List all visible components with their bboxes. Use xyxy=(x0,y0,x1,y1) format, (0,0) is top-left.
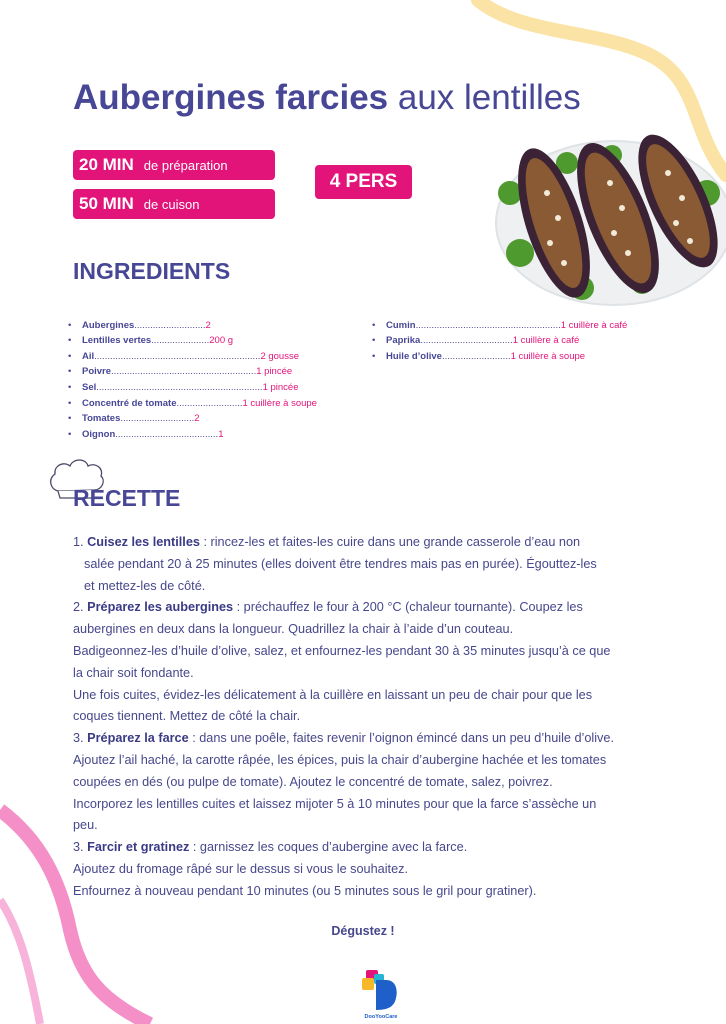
logo-text: DooYooCare xyxy=(364,1014,398,1020)
step-text: la chair soit fondante. xyxy=(73,665,194,680)
prep-time-label: de préparation xyxy=(143,157,228,173)
step-text: peu. xyxy=(73,818,98,833)
ingredient-name: • Tomates xyxy=(82,413,121,425)
ingredient-leader: ................................... xyxy=(420,335,513,347)
step-text: : dans une poêle, faites revenir l’oignon émincé dans un peu d’huile d’olive. xyxy=(188,731,614,746)
closing-text: Dégustez ! xyxy=(331,924,395,938)
step-number: 3. xyxy=(73,731,88,746)
list-item xyxy=(68,362,358,378)
ingredients-list-right xyxy=(372,315,662,362)
ingredient-name: • Sel xyxy=(82,381,97,393)
ingredient-name: • Poivre xyxy=(82,366,112,378)
ingredient-leader: ....................................................... xyxy=(111,366,257,378)
ingredient-name: • Paprika xyxy=(386,335,421,347)
ingredient-leader: ...................... xyxy=(151,335,210,347)
step-title: Préparez la farce xyxy=(87,731,189,746)
ingredients-list-left xyxy=(68,315,358,440)
page-title xyxy=(73,78,581,118)
step-number: 1. xyxy=(73,535,88,549)
ingredient-quantity: 1 pincée xyxy=(262,381,299,393)
step-text: et mettez-les de côté. xyxy=(84,578,206,593)
list-item xyxy=(68,424,358,440)
ingredient-quantity: 2 xyxy=(194,413,200,425)
step-text: Ajoutez du fromage râpé sur le dessus si vous le souhaitez. xyxy=(73,861,408,876)
recipe-steps xyxy=(73,532,683,903)
step-title: Farcir et gratinez xyxy=(87,840,190,855)
cook-time-badge xyxy=(73,189,275,219)
ingredient-name: • Oignon xyxy=(82,428,116,440)
ingredient-quantity: 2 xyxy=(205,319,211,331)
ingredient-name: • Cumin xyxy=(386,319,416,331)
ingredient-leader: ....................................... xyxy=(115,428,219,440)
ingredient-quantity: 1 pincée xyxy=(256,366,293,378)
step-title: Cuisez les lentilles xyxy=(87,535,200,549)
servings-badge xyxy=(315,165,412,199)
ingredient-name: • Huile d’olive xyxy=(386,350,442,362)
step-text: Ajoutez l’ail haché, la carotte râpée, les épices, puis la chair d’aubergine hachée et les tomates xyxy=(73,752,607,767)
ingredient-name: • Concentré de tomate xyxy=(82,397,177,409)
ingredient-leader: ............................................................... xyxy=(94,350,261,362)
ingredient-name: • Ail xyxy=(82,350,95,362)
ingredient-leader: ........................... xyxy=(134,319,206,331)
step-text: : rincez-les et faites-les cuire dans une grande casserole d’eau non xyxy=(199,535,581,549)
step-text: salée pendant 20 à 25 minutes (elles doivent être tendres mais pas en purée). Égouttez-les xyxy=(84,556,597,571)
servings-value: 4 PERS xyxy=(329,171,398,192)
brand-logo xyxy=(360,968,402,1020)
ingredient-quantity: 1 cuillère à café xyxy=(560,319,628,331)
list-item xyxy=(372,331,662,347)
ingredient-leader: ....................................................... xyxy=(415,319,561,331)
ingredient-quantity: 1 cuillère à café xyxy=(512,335,580,347)
list-item xyxy=(68,315,358,331)
list-item xyxy=(68,377,358,393)
step-text: coupées en dés (ou pulpe de tomate). Ajoutez le concentré de tomate, salez, poivrez. xyxy=(73,774,553,789)
cook-time-value: 50 MIN xyxy=(79,194,134,213)
step-text: Une fois cuites, évidez-les délicatement à la cuillère en laissant un peu de chair pour que les xyxy=(73,687,593,702)
ingredient-name: • Aubergines xyxy=(82,319,135,331)
recipe-heading: RECETTE xyxy=(73,485,181,511)
ingredient-quantity: 1 cuillère à soupe xyxy=(242,397,317,409)
ingredient-leader: .......................... xyxy=(441,350,511,362)
list-item xyxy=(372,346,662,362)
step-title: Préparez les aubergines xyxy=(87,600,234,615)
list-item xyxy=(68,331,358,347)
ingredient-quantity: 200 g xyxy=(209,335,234,347)
ingredient-leader: ............................................................... xyxy=(96,381,263,393)
ingredient-name: • Lentilles vertes xyxy=(82,335,152,347)
stuffed-eggplant-photo xyxy=(492,123,726,309)
step-text: Enfournez à nouveau pendant 10 minutes (ou 5 minutes sous le gril pour gratiner). xyxy=(73,883,537,898)
ingredient-quantity: 1 cuillère à soupe xyxy=(510,350,586,362)
step-text: Incorporez les lentilles cuites et laissez mijoter 5 à 10 minutes pour que la farce s’assèche un xyxy=(73,796,597,811)
ingredients-heading: INGREDIENTS xyxy=(73,258,231,284)
step-text: aubergines en deux dans la longueur. Quadrillez la chair à l’aide d’un couteau. xyxy=(73,622,514,637)
list-item xyxy=(68,346,358,362)
cook-time-label: de cuison xyxy=(143,196,200,212)
step-number: 2. xyxy=(73,600,88,615)
ingredient-quantity: 1 xyxy=(218,428,224,440)
pink-wave-outer xyxy=(0,900,40,1024)
step-text: : garnissez les coques d’aubergine avec la farce. xyxy=(189,840,468,855)
prep-time-value: 20 MIN xyxy=(79,155,134,174)
step-4 xyxy=(73,837,683,859)
list-item xyxy=(372,315,662,331)
step-text: coques tiennent. Mettez de côté la chair. xyxy=(73,709,301,724)
title-light: aux lentilles xyxy=(397,78,581,117)
step-text: : préchauffez le four à 200 °C (chaleur tournante). Coupez les xyxy=(233,600,583,615)
prep-time-badge xyxy=(73,150,275,180)
step-1 xyxy=(73,532,683,554)
list-item xyxy=(68,409,358,425)
step-3 xyxy=(73,728,683,750)
step-2 xyxy=(73,597,683,619)
title-bold: Aubergines farcies xyxy=(73,78,389,117)
list-item xyxy=(68,393,358,409)
ingredient-leader: ......................... xyxy=(176,397,243,409)
ingredient-quantity: 2 gousse xyxy=(260,350,299,362)
step-number: 3. xyxy=(73,840,88,855)
ingredient-leader: ............................ xyxy=(120,413,195,425)
step-text: Badigeonnez-les d’huile d’olive, salez, et enfournez-les pendant 30 à 35 minutes jusqu’à ce que xyxy=(73,643,611,658)
